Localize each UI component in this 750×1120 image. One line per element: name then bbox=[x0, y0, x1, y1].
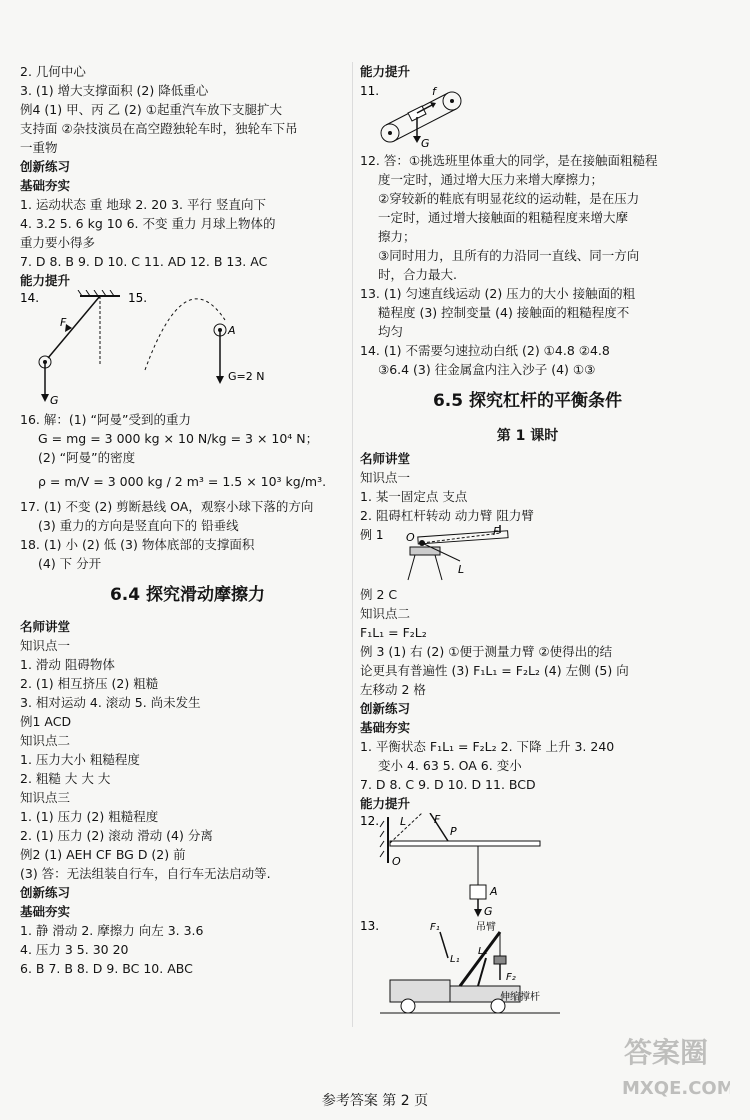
force-label: F bbox=[434, 813, 441, 826]
heading-jichu: 基础夯实 bbox=[360, 720, 411, 735]
wheel bbox=[401, 999, 415, 1013]
heading-nengli: 能力提升 bbox=[20, 273, 71, 288]
text-line: 1. 某一固定点 支点 bbox=[360, 489, 468, 504]
heading-mingshi: 名师讲堂 bbox=[360, 451, 411, 466]
text-line: (3) 答：无法组装自行车，自行车无法启动等. bbox=[20, 866, 271, 881]
mass-block bbox=[470, 885, 486, 899]
boom-label: 吊臂 bbox=[476, 922, 496, 933]
text-line: 例 2 C bbox=[360, 587, 398, 602]
text-line: 2. 几何中心 bbox=[20, 64, 86, 79]
friction-label: f bbox=[432, 85, 436, 98]
text-line: ②穿较新的鞋底有明显花纹的运动鞋，是在压力 bbox=[378, 191, 640, 206]
arm-label: L bbox=[458, 563, 465, 576]
text-line: 2. 粗糙 大 大 大 bbox=[20, 771, 111, 786]
heading-jichu: 基础夯实 bbox=[20, 178, 71, 193]
left-column bbox=[20, 62, 355, 978]
section-title-6-5: 6.5 探究杠杆的平衡条件 bbox=[432, 391, 623, 411]
mass-label: A bbox=[490, 885, 498, 898]
text-line: 糙程度 (3) 控制变量 (4) 接触面的粗糙程度不 bbox=[378, 305, 630, 320]
figure-11 bbox=[360, 81, 695, 151]
text-line: ρ = m/V = 3 000 kg / 2 m³ = 1.5 × 10³ kg/m³. bbox=[38, 474, 327, 489]
example-label: 例 1 bbox=[360, 528, 384, 542]
fig13-number: 13. bbox=[360, 919, 380, 933]
text-line: ③6.4 (3) 往金属盒内注入沙子 (4) ①③ bbox=[378, 362, 596, 377]
force-label: F bbox=[493, 525, 500, 538]
figure-12 bbox=[360, 813, 695, 918]
text-line: 3. (1) 增大支撑面积 (2) 降低重心 bbox=[20, 83, 209, 98]
text-line: 12. 答：①挑选班里体重大的同学，是在接触面粗糙程 bbox=[360, 153, 658, 168]
figure-example-1 bbox=[360, 525, 695, 585]
watermark-logo bbox=[618, 1028, 730, 1108]
force-arrow-f1 bbox=[440, 932, 448, 958]
fig14-number: 14. bbox=[20, 291, 40, 305]
text-line: 变小 4. 63 5. OA 6. 变小 bbox=[378, 758, 522, 773]
page-footer: 参考答案 第 2 页 bbox=[321, 1093, 429, 1109]
lesson-title: 第 1 课时 bbox=[496, 428, 559, 444]
heading-nengli: 能力提升 bbox=[360, 796, 411, 811]
text-line: 1. 压力大小 粗糙程度 bbox=[20, 752, 140, 767]
text-line: 例1 ACD bbox=[20, 714, 72, 729]
truck-cab bbox=[390, 980, 450, 1002]
formula: F₁L₁ = F₂L₂ bbox=[360, 625, 427, 640]
text-line: 16. 解：(1) “阿曼”受到的重力 bbox=[20, 412, 191, 427]
text-line: 2. (1) 压力 (2) 滚动 滑动 (4) 分离 bbox=[20, 828, 213, 843]
right-column bbox=[360, 62, 695, 1018]
knowledge-point: 知识点二 bbox=[20, 733, 71, 748]
l2-label: L₂ bbox=[478, 946, 488, 957]
gravity-label: G=2 N bbox=[228, 370, 265, 383]
point-label: A bbox=[228, 324, 236, 337]
text-line: 4. 3.2 5. 6 kg 10 6. 不变 重力 月球上物体的 bbox=[20, 216, 276, 231]
text-line: G = mg = 3 000 kg × 10 N/kg = 3 × 10⁴ N； bbox=[38, 431, 319, 446]
knowledge-point: 知识点三 bbox=[20, 790, 71, 805]
heading-mingshi: 名师讲堂 bbox=[20, 619, 71, 634]
section-title-6-4: 6.4 探究滑动摩擦力 bbox=[109, 585, 266, 605]
heading-chuangxin: 创新练习 bbox=[360, 701, 411, 716]
text-line: 7. D 8. C 9. D 10. D 11. BCD bbox=[360, 777, 536, 792]
f2-label: F₂ bbox=[506, 972, 516, 983]
fig11-number: 11. bbox=[360, 84, 380, 98]
text-line: 1. 平衡状态 F₁L₁ = F₂L₂ 2. 下降 上升 3. 240 bbox=[360, 739, 615, 754]
text-line: 重力要小得多 bbox=[20, 235, 96, 250]
text-line: 1. 滑动 阻碍物体 bbox=[20, 657, 115, 672]
text-line: 一定时，通过增大接触面的粗糙程度来增大摩 bbox=[378, 210, 629, 225]
figure-14-15 bbox=[20, 290, 355, 410]
watermark-text: 答案圈 bbox=[624, 1036, 709, 1069]
text-line: (4) 下 分开 bbox=[38, 556, 102, 571]
text-line: 支持面 ②杂技演员在高空蹬独轮车时，独轮车下吊 bbox=[20, 121, 298, 136]
text-line: 度一定时，通过增大压力来增大摩擦力； bbox=[378, 172, 604, 187]
pivot-label: O bbox=[406, 531, 415, 544]
crane-truck-diagram bbox=[360, 918, 695, 1018]
text-line: (2) “阿曼”的密度 bbox=[38, 450, 136, 465]
lever-diagram bbox=[360, 813, 695, 918]
gravity-label: G bbox=[421, 137, 430, 150]
heading-chuangxin: 创新练习 bbox=[20, 159, 71, 174]
text-line: 时，合力最大. bbox=[378, 267, 457, 282]
text-line: 1. (1) 压力 (2) 粗糙程度 bbox=[20, 809, 159, 824]
knowledge-point: 知识点一 bbox=[20, 638, 71, 653]
text-line: 2. 阻碍杠杆转动 动力臂 阻力臂 bbox=[360, 508, 534, 523]
force-label: F bbox=[60, 316, 67, 329]
lever-crane-diagram bbox=[360, 525, 695, 585]
point-label: P bbox=[450, 825, 457, 838]
knowledge-point: 知识点一 bbox=[360, 470, 411, 485]
heading-jichu: 基础夯实 bbox=[20, 904, 71, 919]
text-line: 2. (1) 相互挤压 (2) 粗糙 bbox=[20, 676, 159, 691]
load bbox=[494, 956, 506, 964]
text-line: 1. 静 滑动 2. 摩擦力 向左 3. 3.6 bbox=[20, 923, 204, 938]
figure-13 bbox=[360, 918, 695, 1018]
f1-label: F₁ bbox=[430, 922, 440, 933]
heading-chuangxin: 创新练习 bbox=[20, 885, 71, 900]
gravity-diagrams bbox=[20, 290, 355, 410]
lever-bar bbox=[390, 841, 540, 846]
text-line: ③同时用力，且所有的力沿同一直线、同一方向 bbox=[378, 248, 640, 263]
base bbox=[410, 547, 440, 555]
text-line: 左移动 2 格 bbox=[360, 682, 426, 697]
watermark-url: MXQE.COM bbox=[622, 1078, 730, 1099]
knowledge-point: 知识点二 bbox=[360, 606, 411, 621]
text-line: 1. 运动状态 重 地球 2. 20 3. 平行 竖直向下 bbox=[20, 197, 266, 212]
text-line: 论更具有普遍性 (3) F₁L₁ = F₂L₂ (4) 左侧 (5) 向 bbox=[360, 663, 629, 678]
text-line: 一重物 bbox=[20, 140, 58, 155]
text-line: 擦力； bbox=[378, 229, 416, 244]
fig12-number: 12. bbox=[360, 814, 380, 828]
conveyor-diagram bbox=[360, 81, 695, 151]
support-leg bbox=[435, 555, 442, 580]
text-line: 14. (1) 不需要匀速拉动白纸 (2) ①4.8 ②4.8 bbox=[360, 343, 610, 358]
l1-label: L₁ bbox=[450, 954, 460, 965]
text-line: 18. (1) 小 (2) 低 (3) 物体底部的支撑面积 bbox=[20, 537, 255, 552]
string bbox=[48, 296, 100, 358]
text-line: 7. D 8. B 9. D 10. C 11. AD 12. B 13. AC bbox=[20, 254, 268, 269]
text-line: 例 3 (1) 右 (2) ①便于测量力臂 ②使得出的结 bbox=[360, 644, 613, 659]
text-line: 例4 (1) 甲、丙 乙 (2) ①起重汽车放下支腿扩大 bbox=[20, 102, 282, 117]
pivot-label: O bbox=[392, 855, 401, 868]
arm-label: L bbox=[400, 815, 407, 828]
text-line: 4. 压力 3 5. 30 20 bbox=[20, 942, 129, 957]
gravity-label: G bbox=[50, 394, 59, 407]
text-line: 13. (1) 匀速直线运动 (2) 压力的大小 接触面的粗 bbox=[360, 286, 636, 301]
text-line: 17. (1) 不变 (2) 剪断悬线 OA，观察小球下落的方向 bbox=[20, 499, 314, 514]
heading-nengli: 能力提升 bbox=[360, 64, 411, 79]
text-line: 例2 (1) AEH CF BG D (2) 前 bbox=[20, 847, 186, 862]
support-leg bbox=[408, 555, 415, 580]
gravity-label: G bbox=[484, 905, 493, 918]
strut-label: 伸缩撑杆 bbox=[500, 992, 540, 1003]
text-line: 3. 相对运动 4. 滚动 5. 尚未发生 bbox=[20, 695, 201, 710]
fig15-number: 15. bbox=[128, 291, 148, 305]
text-line: 均匀 bbox=[378, 324, 404, 339]
trajectory bbox=[145, 299, 225, 370]
text-line: 6. B 7. B 8. D 9. BC 10. ABC bbox=[20, 961, 193, 976]
text-line: (3) 重力的方向是竖直向下的 铅垂线 bbox=[38, 518, 239, 533]
